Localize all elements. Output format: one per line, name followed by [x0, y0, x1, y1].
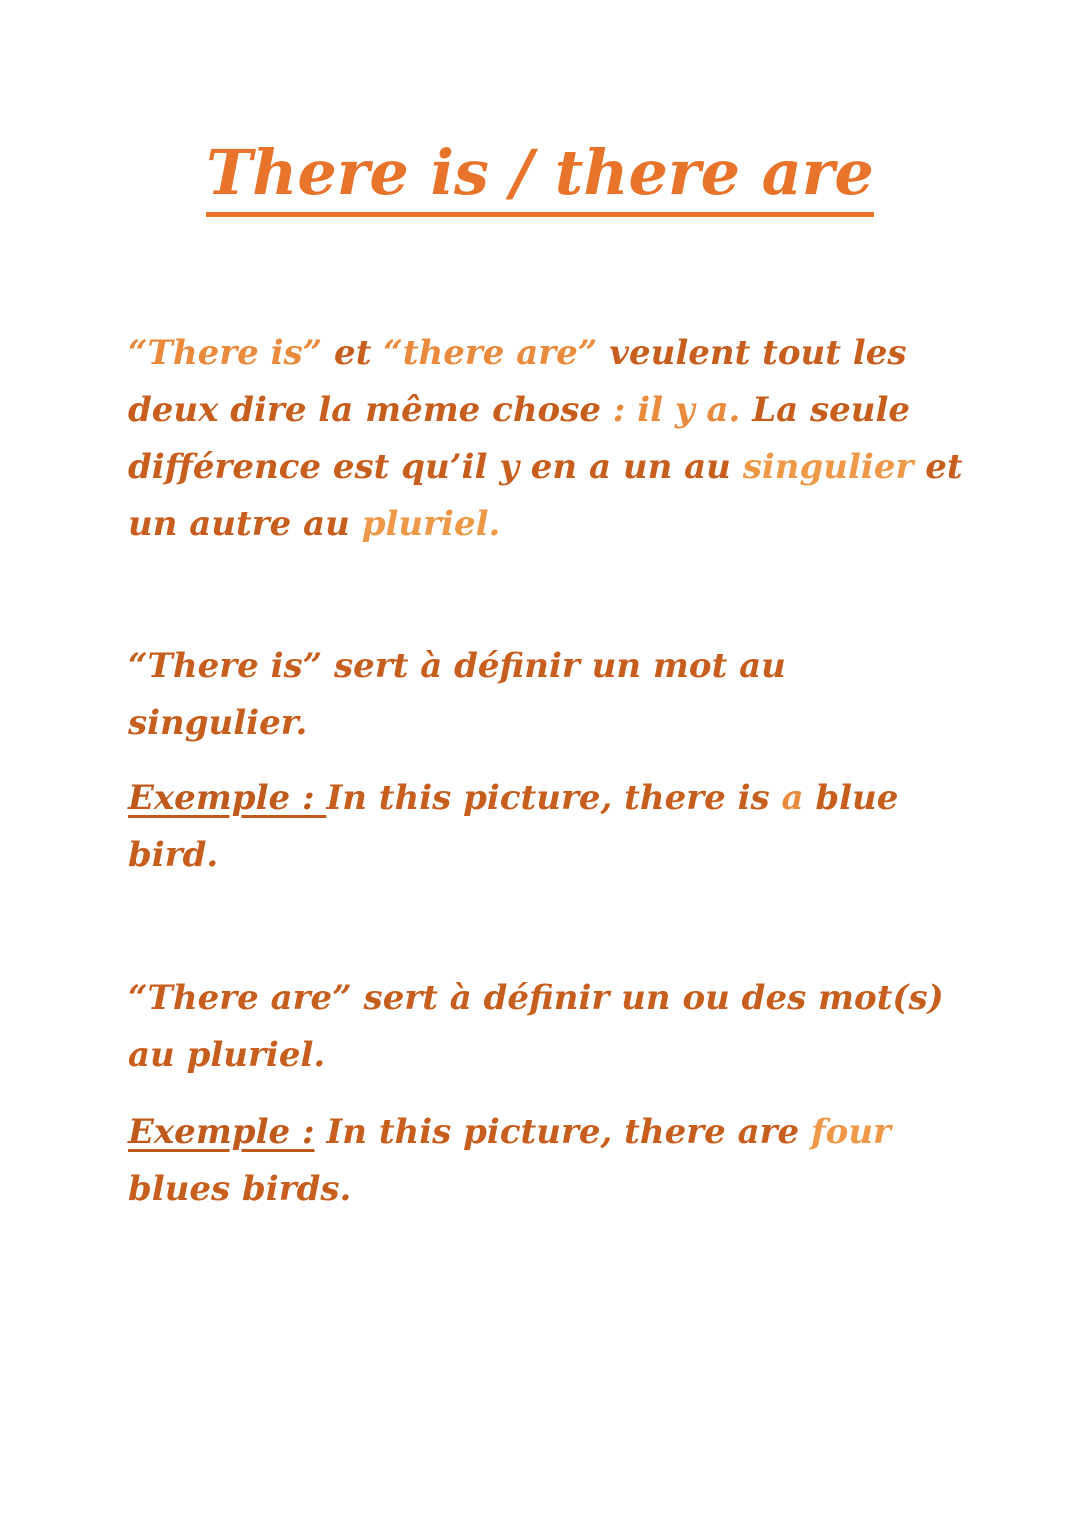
plural-example-line-2: blues birds. — [128, 1169, 352, 1209]
plural-line-2: au pluriel. — [128, 1035, 326, 1075]
plural-example-four: four — [811, 1112, 891, 1152]
singular-example — [128, 770, 968, 884]
intro-line-4-start: un autre au — [128, 504, 362, 544]
plural-example — [128, 1104, 968, 1218]
singular-example-blue: blue — [803, 778, 899, 818]
plural-line-1: “There are” sert à définir un ou des mot(s) — [128, 978, 944, 1018]
intro-pluriel: pluriel. — [361, 504, 501, 544]
intro-il-y-a: : il y a. — [612, 390, 753, 430]
singular-example-line-2: bird. — [128, 835, 219, 875]
intro-et-2: et — [913, 447, 963, 487]
example-label: Exemple : — [128, 1112, 315, 1152]
singular-line-1: “There is” sert à définir un mot au — [128, 646, 786, 686]
intro-line-1-end: veulent tout les — [597, 333, 907, 373]
singular-line-2: singulier. — [128, 703, 308, 743]
singular-example-a: a — [781, 778, 804, 818]
plural-example-line-1 — [128, 1104, 968, 1161]
title-container — [0, 136, 1080, 217]
intro-la-seule: La seule — [752, 390, 911, 430]
intro-line-2 — [128, 382, 968, 439]
singular-paragraph — [128, 638, 968, 752]
intro-line-3-start: différence est qu’il y en a un au — [128, 447, 743, 487]
intro-line-3 — [128, 439, 968, 496]
example-label: Exemple — [128, 778, 302, 818]
intro-line-4 — [128, 496, 968, 553]
example-colon: : — [301, 778, 327, 818]
intro-there-is: “There is” — [128, 333, 323, 373]
singular-example-line-1 — [128, 770, 968, 827]
intro-there-are: “there are” — [383, 333, 598, 373]
intro-line-2-start: deux dire la même chose — [128, 390, 613, 430]
intro-line-1 — [128, 325, 968, 382]
page-title: There is / there are — [206, 136, 874, 217]
intro-singulier: singulier — [742, 447, 914, 487]
intro-paragraph — [128, 325, 968, 553]
intro-et: et — [322, 333, 384, 373]
plural-paragraph — [128, 970, 968, 1084]
singular-example-text: In this picture, there is — [326, 778, 782, 818]
plural-example-text: In this picture, there are — [314, 1112, 812, 1152]
